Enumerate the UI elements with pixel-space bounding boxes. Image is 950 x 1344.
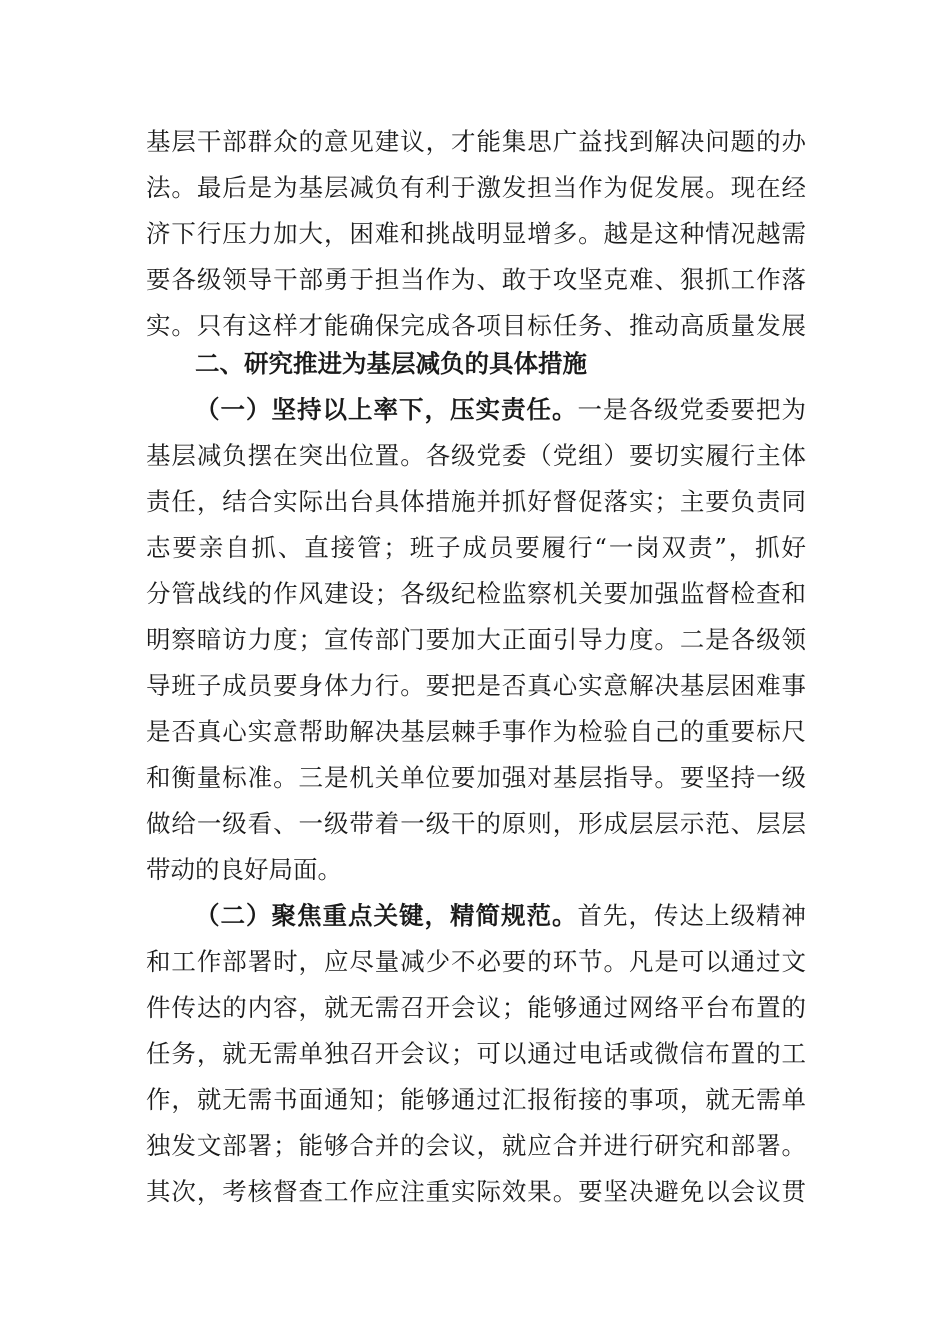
body-text-line: 法。最后是为基层减负有利于激发担当作为促发展。现在经 bbox=[146, 173, 806, 202]
subsection-text: 一是各级党委要把为 bbox=[577, 395, 806, 424]
body-text-line: 任务，就无需单独召开会议；可以通过电话或微信布置的工 bbox=[146, 1039, 806, 1068]
subsection-first-line bbox=[195, 390, 806, 430]
body-text-line: 济下行压力加大，困难和挑战明显增多。越是这种情况越需 bbox=[146, 219, 806, 248]
body-text-line: 其次，考核督查工作应注重实际效果。要坚决避免以会议贯 bbox=[146, 1177, 806, 1206]
body-text-line: 基层减负摆在突出位置。各级党委（党组）要切实履行主体 bbox=[146, 441, 806, 470]
section-heading: 二、研究推进为基层减负的具体措施 bbox=[195, 349, 587, 378]
body-text-line: 和衡量标准。三是机关单位要加强对基层指导。要坚持一级 bbox=[146, 763, 806, 792]
body-text-line: 独发文部署；能够合并的会议，就应合并进行研究和部署。 bbox=[146, 1131, 806, 1160]
body-text-line: 要各级领导干部勇于担当作为、敢于攻坚克难、狠抓工作落 bbox=[146, 265, 806, 294]
subsection-first-line bbox=[195, 896, 806, 936]
body-text-line: 志要亲自抓、直接管；班子成员要履行“一岗双责”，抓好 bbox=[146, 533, 806, 562]
subsection-title: （一）坚持以上率下，压实责任。 bbox=[195, 395, 578, 424]
body-text-line: 责任，结合实际出台具体措施并抓好督促落实；主要负责同 bbox=[146, 487, 806, 516]
body-text-line: 带动的良好局面。 bbox=[146, 855, 342, 884]
body-text-line: 做给一级看、一级带着一级干的原则，形成层层示范、层层 bbox=[146, 809, 806, 838]
body-text-line: 作，就无需书面通知；能够通过汇报衔接的事项，就无需单 bbox=[146, 1085, 806, 1114]
body-text-line: 件传达的内容，就无需召开会议；能够通过网络平台布置的 bbox=[146, 993, 806, 1022]
body-text-line: 基层干部群众的意见建议，才能集思广益找到解决问题的办 bbox=[146, 127, 806, 156]
body-text-line: 是否真心实意帮助解决基层棘手事作为检验自己的重要标尺 bbox=[146, 717, 806, 746]
body-text-line: 明察暗访力度；宣传部门要加大正面引导力度。二是各级领 bbox=[146, 625, 806, 654]
subsection-text: 首先，传达上级精神 bbox=[577, 901, 806, 930]
body-text-line: 导班子成员要身体力行。要把是否真心实意解决基层困难事 bbox=[146, 671, 806, 700]
subsection-title: （二）聚焦重点关键，精简规范。 bbox=[195, 901, 578, 930]
body-text-line: 和工作部署时，应尽量减少不必要的环节。凡是可以通过文 bbox=[146, 947, 806, 976]
body-text-line: 分管战线的作风建设；各级纪检监察机关要加强监督检查和 bbox=[146, 579, 806, 608]
body-text-line: 实。只有这样才能确保完成各项目标任务、推动高质量发展 bbox=[146, 311, 806, 340]
